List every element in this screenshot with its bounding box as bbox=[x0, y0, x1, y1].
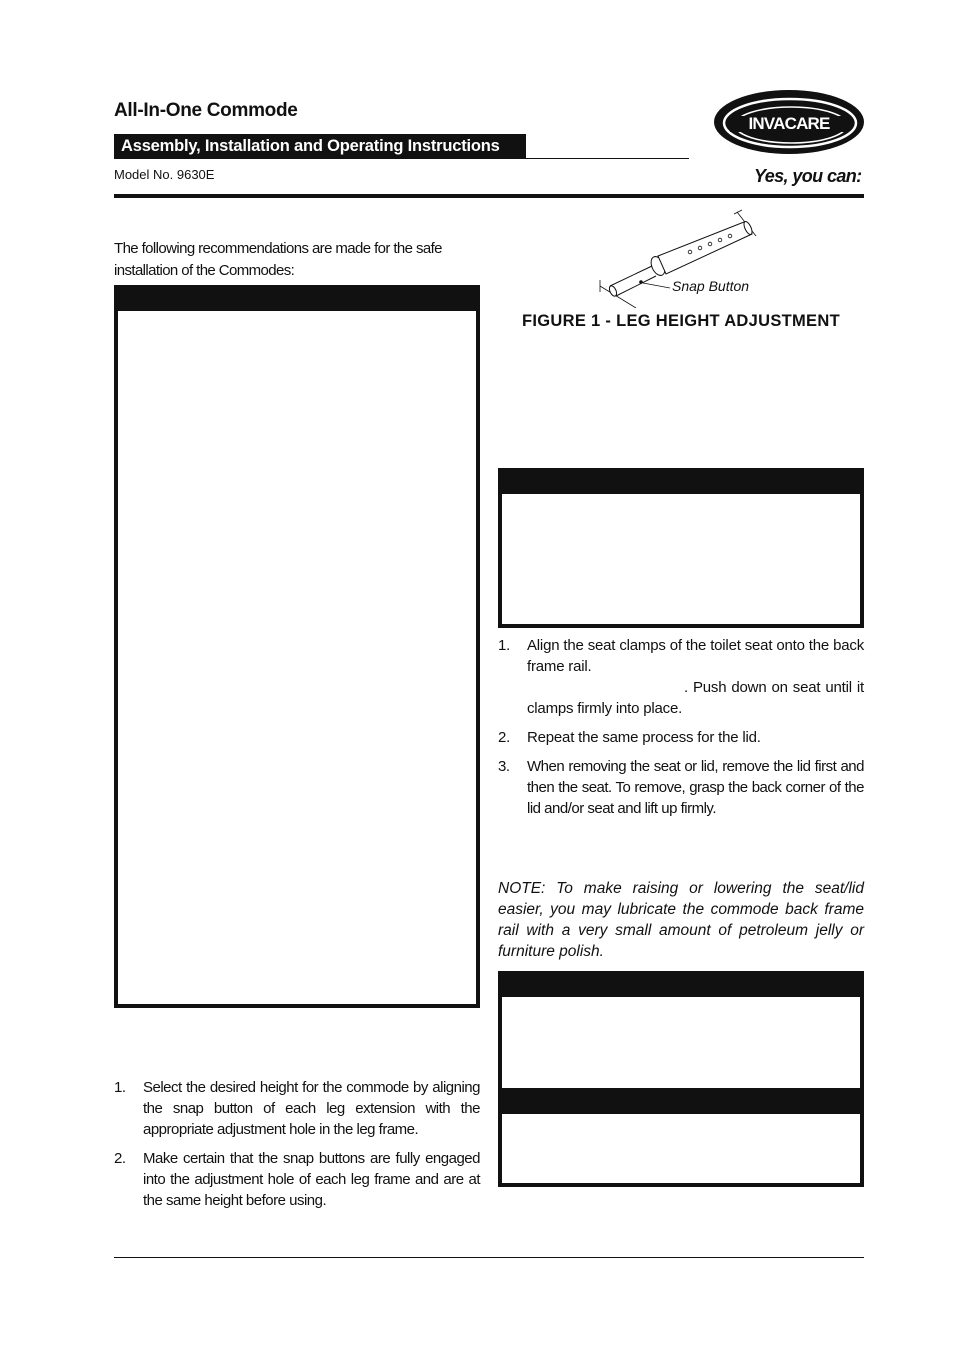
step-number: 2. bbox=[498, 729, 511, 746]
warning-box-right-top bbox=[498, 468, 864, 628]
warning-box-right-bottom bbox=[498, 1088, 864, 1187]
step-text: Repeat the same process for the lid. bbox=[527, 729, 761, 746]
warning-box-left bbox=[114, 285, 480, 1008]
figure-caption: FIGURE 1 - LEG HEIGHT ADJUSTMENT bbox=[522, 312, 840, 330]
subtitle-underline bbox=[526, 158, 689, 159]
step-text: When removing the seat or lid, remove the lid first and then the seat. To remove, grasp the back corner of the lid and/or seat and lift up firmly. bbox=[527, 758, 864, 817]
warning-box-right-top-header bbox=[502, 472, 860, 494]
list-item bbox=[114, 1077, 480, 1140]
leg-adjustment-steps bbox=[114, 1077, 480, 1219]
list-item bbox=[114, 1148, 480, 1211]
document-title: All-In-One Commode bbox=[114, 100, 298, 121]
list-item bbox=[498, 635, 864, 719]
seat-installation-steps bbox=[498, 635, 864, 827]
warning-box-right-bottom-header bbox=[502, 1092, 860, 1114]
warning-box-left-header bbox=[118, 289, 476, 311]
header-rule bbox=[114, 194, 864, 198]
list-item bbox=[498, 756, 864, 819]
note-paragraph: NOTE: To make raising or lowering the seat/lid easier, you may lubricate the commode back frame rail with a very small amount of petroleum jelly or furniture polish. bbox=[498, 880, 864, 960]
invacare-logo bbox=[712, 88, 866, 156]
step-text-continued: . Push down on seat until it clamps firmly into place. bbox=[527, 679, 864, 717]
step-text: Align the seat clamps of the toilet seat onto the back frame rail. bbox=[527, 637, 864, 675]
step-text: Make certain that the snap buttons are fully engaged into the adjustment hole of each leg frame and are at the same height before using. bbox=[143, 1150, 480, 1209]
step-text: Select the desired height for the commode by aligning the snap button of each leg extension with the appropriate adjustment hole in the leg frame. bbox=[143, 1079, 480, 1138]
footer-rule bbox=[114, 1257, 864, 1258]
document-subtitle: Assembly, Installation and Operating Instructions bbox=[114, 134, 526, 159]
warning-box-right-middle bbox=[498, 971, 864, 1091]
intro-paragraph: The following recommendations are made for the safe installation of the Commodes: bbox=[114, 240, 442, 279]
model-number: Model No. 9630E bbox=[114, 167, 215, 182]
list-item bbox=[498, 727, 864, 748]
step-number: 3. bbox=[498, 758, 510, 775]
warning-box-right-middle-header bbox=[502, 975, 860, 997]
snap-button-label: Snap Button bbox=[672, 278, 750, 294]
step-number: 1. bbox=[498, 637, 511, 654]
step-number: 2. bbox=[114, 1150, 126, 1167]
step-number: 1. bbox=[114, 1079, 126, 1096]
logo-wordmark: INVACARE bbox=[748, 114, 830, 133]
tagline: Yes, you can: bbox=[754, 166, 862, 186]
